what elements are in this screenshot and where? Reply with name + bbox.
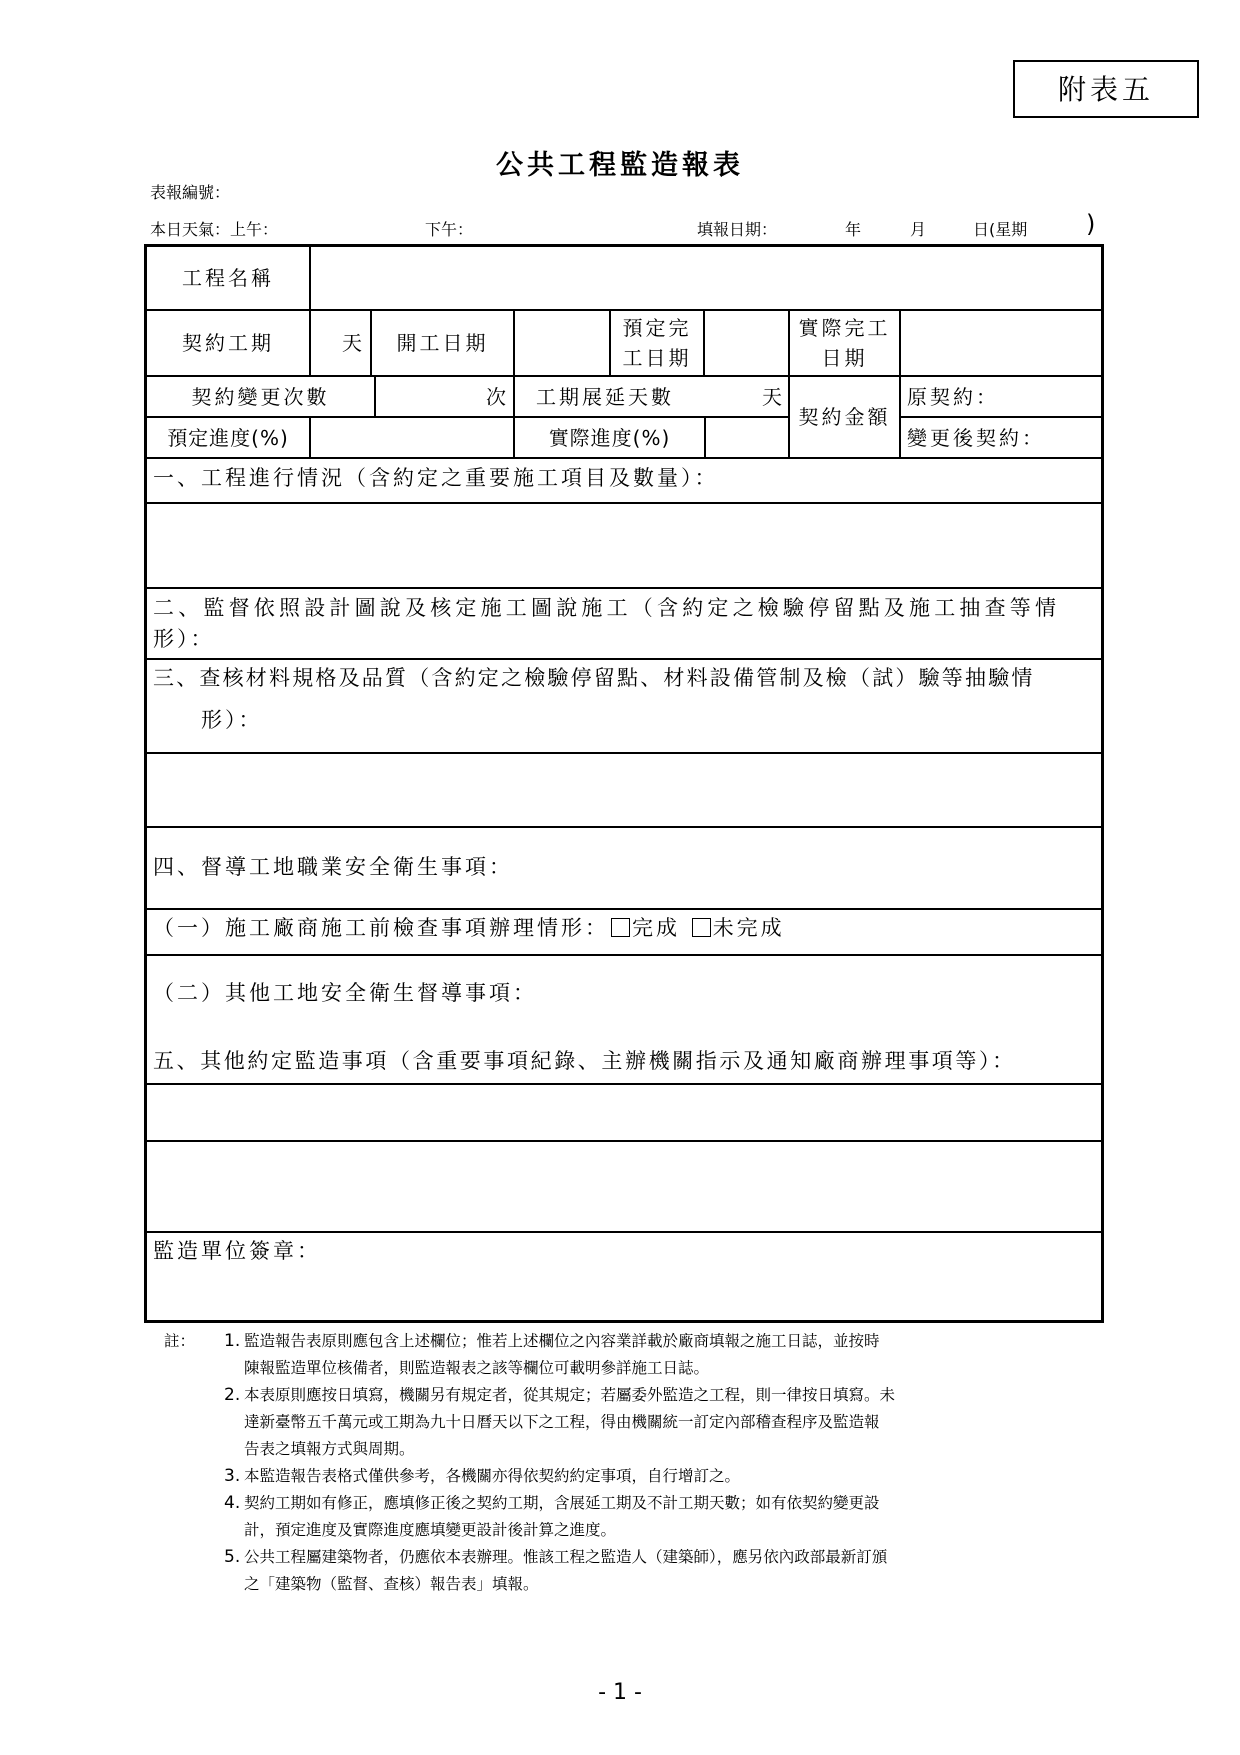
start-date-label: 開工日期 <box>396 331 489 355</box>
extension-days-label: 工期展延天數 <box>536 384 674 409</box>
report-number-label: 表報編號： <box>150 183 231 202</box>
note-item <box>164 1328 1104 1382</box>
month-label: 月 <box>910 220 927 239</box>
note-item <box>164 1463 1104 1490</box>
section-2-heading-line2: 形）： <box>153 627 215 651</box>
note-line: 計，預定進度及實際進度應填變更設計後計算之進度。 <box>244 1521 617 1539</box>
section-4-item-1 <box>153 911 785 945</box>
project-name-label: 工程名稱 <box>182 266 274 290</box>
weather-pm-label: 下午： <box>425 220 474 239</box>
note-item <box>164 1490 1104 1544</box>
close-paren: ) <box>1086 210 1096 238</box>
notes-label: 註： <box>164 1332 196 1350</box>
note-line: 監造報告表原則應包含上述欄位；惟若上述欄位之內容業詳載於廠商填報之施工日誌，並按時 <box>244 1332 880 1350</box>
pre-inspection-label: （一）施工廠商施工前檢查事項辦理情形： <box>153 916 609 940</box>
section-4-heading: 四、督導工地職業安全衛生事項： <box>153 855 513 879</box>
note-number: 1. <box>224 1331 241 1351</box>
note-line: 達新臺幣五千萬元或工期為九十日曆天以下之工程，得由機關統一訂定內部稽查程序及監造報 <box>244 1413 880 1431</box>
actual-finish-line1: 實際完工 <box>798 316 891 340</box>
note-line: 契約工期如有修正，應填修正後之契約工期，含展延工期及不計工期天數；如有依契約變更設 <box>244 1494 880 1512</box>
report-form <box>144 244 1104 1323</box>
original-contract-label: 原契約： <box>907 384 999 409</box>
notes <box>164 1328 1104 1598</box>
actual-finish-label <box>790 311 899 375</box>
note-line: 陳報監造單位核備者，則監造報表之該等欄位可載明參詳施工日誌。 <box>244 1359 710 1377</box>
planned-finish-label <box>611 311 703 375</box>
section-4-item-2: （二）其他工地安全衛生督導事項： <box>153 981 537 1005</box>
contract-period-label: 契約工期 <box>182 331 274 355</box>
change-count-unit: 次 <box>486 384 509 409</box>
year-label: 年 <box>845 220 862 239</box>
actual-finish-line2: 日期 <box>821 346 868 370</box>
note-line: 本表原則應按日填寫，機關另有規定者，從其規定；若屬委外監造之工程，則一律按日填寫。未 <box>244 1386 896 1404</box>
appendix-badge: 附表五 <box>1013 60 1199 118</box>
section-3-heading-line2: 形）： <box>201 708 263 732</box>
section-3-heading-line1: 三、查核材料規格及品質（含約定之檢驗停留點、材料設備管制及檢（試）驗等抽驗情 <box>153 666 1035 690</box>
section-2-heading-line1: 二、監督依照設計圖說及核定施工圖說施工（含約定之檢驗停留點及施工抽查等情 <box>153 596 1061 620</box>
page-number: - 1 - <box>598 1680 642 1705</box>
note-line: 本監造報告表格式僅供參考，各機關亦得依契約約定事項，自行增訂之。 <box>244 1467 741 1485</box>
not-done-label: 未完成 <box>712 916 785 940</box>
actual-progress-label: 實際進度(%) <box>548 425 671 450</box>
note-number: 5. <box>224 1547 241 1567</box>
note-item <box>164 1382 1104 1463</box>
page-title: 公共工程監造報表 <box>496 150 744 181</box>
section-5-heading: 五、其他約定監造事項（含重要事項紀錄、主辦機關指示及通知廠商辦理事項等）： <box>153 1049 1016 1073</box>
fill-date-label: 填報日期： <box>697 220 778 239</box>
planned-finish-line1: 預定完 <box>622 316 692 340</box>
done-label: 完成 <box>632 916 680 940</box>
changed-contract-label: 變更後契約： <box>907 425 1045 450</box>
planned-finish-line2: 工日期 <box>622 346 692 370</box>
signature-label: 監造單位簽章： <box>153 1239 321 1263</box>
note-line: 公共工程屬建築物者，仍應依本表辦理。惟該工程之監造人（建築師），應另依內政部最新訂頒 <box>244 1548 888 1566</box>
done-checkbox[interactable] <box>611 918 630 937</box>
contract-period-day-unit: 天 <box>342 331 365 355</box>
note-line: 告表之填報方式與周期。 <box>244 1440 415 1458</box>
section-1-heading: 一、工程進行情況（含約定之重要施工項目及數量）： <box>153 466 719 490</box>
note-number: 3. <box>224 1466 241 1486</box>
note-number: 2. <box>224 1385 241 1405</box>
note-line: 之「建築物（監督、查核）報告表」填報。 <box>244 1575 539 1593</box>
weather-am-label: 本日天氣：上午： <box>150 220 279 239</box>
contract-amount-label: 契約金額 <box>798 405 891 429</box>
extension-days-unit: 天 <box>762 384 785 409</box>
change-count-label: 契約變更次數 <box>191 384 330 409</box>
note-item <box>164 1544 1104 1598</box>
day-weekday-label: 日(星期 <box>973 220 1028 239</box>
planned-progress-label: 預定進度(%) <box>167 425 289 450</box>
note-number: 4. <box>224 1493 241 1513</box>
not-done-checkbox[interactable] <box>692 918 711 937</box>
